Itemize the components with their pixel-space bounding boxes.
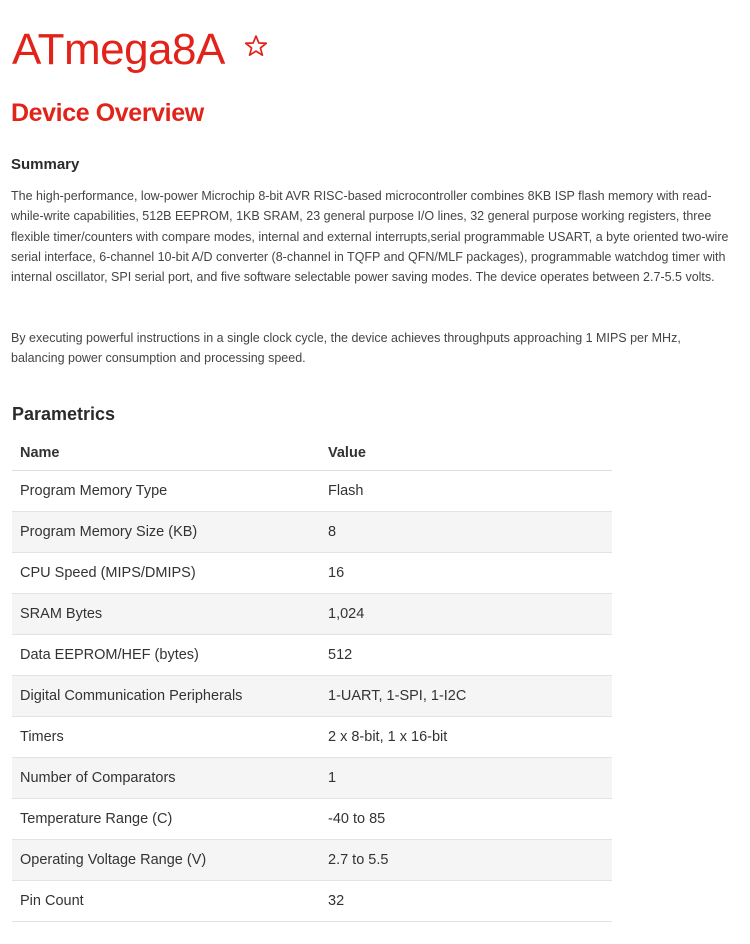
param-value: 8 bbox=[320, 512, 612, 553]
table-row bbox=[12, 717, 612, 758]
device-overview-heading: Device Overview bbox=[11, 99, 204, 127]
table-row bbox=[12, 758, 612, 799]
param-name: Timers bbox=[12, 717, 320, 758]
table-row bbox=[12, 471, 612, 512]
table-row bbox=[12, 594, 612, 635]
param-name: Pin Count bbox=[12, 881, 320, 922]
param-name: Number of Comparators bbox=[12, 758, 320, 799]
column-header-value: Value bbox=[320, 436, 612, 471]
param-value: 1,024 bbox=[320, 594, 612, 635]
param-value: 2 x 8-bit, 1 x 16-bit bbox=[320, 717, 612, 758]
param-value: Flash bbox=[320, 471, 612, 512]
param-name: Program Memory Size (KB) bbox=[12, 512, 320, 553]
table-row bbox=[12, 635, 612, 676]
param-name: CPU Speed (MIPS/DMIPS) bbox=[12, 553, 320, 594]
parametrics-heading: Parametrics bbox=[12, 404, 116, 424]
summary-paragraph-1: The high-performance, low-power Microchip 8-bit AVR RISC-based microcontroller combines 8KB ISP flash memory with read-while-write capabilities, 512B EEPROM, 1KB SRAM, 23 general purpose I/O lines, 32 general purpose working registers, three flexible timer/counters with compare modes, internal and external interrupts,serial programmable USART, a byte oriented two-wire serial interface, 6-channel 10-bit A/D converter (8-channel in TQFP and QFN/MLF packages), programmable watchdog timer with internal oscillator, SPI serial port, and five software selectable power saving modes. The device operates between 2.7-5.5 volts. bbox=[11, 189, 729, 285]
table-row bbox=[12, 799, 612, 840]
star-outline-icon[interactable] bbox=[243, 33, 269, 59]
product-title: ATmega8A bbox=[12, 25, 225, 74]
param-name: Operating Voltage Range (V) bbox=[12, 840, 320, 881]
summary-heading: Summary bbox=[11, 156, 80, 173]
title-row bbox=[12, 20, 269, 80]
param-name: SRAM Bytes bbox=[12, 594, 320, 635]
param-value: 1-UART, 1-SPI, 1-I2C bbox=[320, 676, 612, 717]
param-value: 1 bbox=[320, 758, 612, 799]
table-row bbox=[12, 881, 612, 922]
table-row bbox=[12, 512, 612, 553]
table-row bbox=[12, 840, 612, 881]
table-row bbox=[12, 553, 612, 594]
table-header-row bbox=[12, 436, 612, 471]
param-value: 2.7 to 5.5 bbox=[320, 840, 612, 881]
param-name: Data EEPROM/HEF (bytes) bbox=[12, 635, 320, 676]
param-name: Program Memory Type bbox=[12, 471, 320, 512]
param-value: 16 bbox=[320, 553, 612, 594]
column-header-name: Name bbox=[12, 436, 320, 471]
param-value: 512 bbox=[320, 635, 612, 676]
param-value: 32 bbox=[320, 881, 612, 922]
param-name: Digital Communication Peripherals bbox=[12, 676, 320, 717]
table-row bbox=[12, 676, 612, 717]
param-name: Temperature Range (C) bbox=[12, 799, 320, 840]
param-value: -40 to 85 bbox=[320, 799, 612, 840]
summary-paragraph-2: By executing powerful instructions in a single clock cycle, the device achieves throughputs approaching 1 MIPS per MHz, balancing power consumption and processing speed. bbox=[11, 331, 681, 366]
parametrics-table bbox=[12, 436, 612, 922]
